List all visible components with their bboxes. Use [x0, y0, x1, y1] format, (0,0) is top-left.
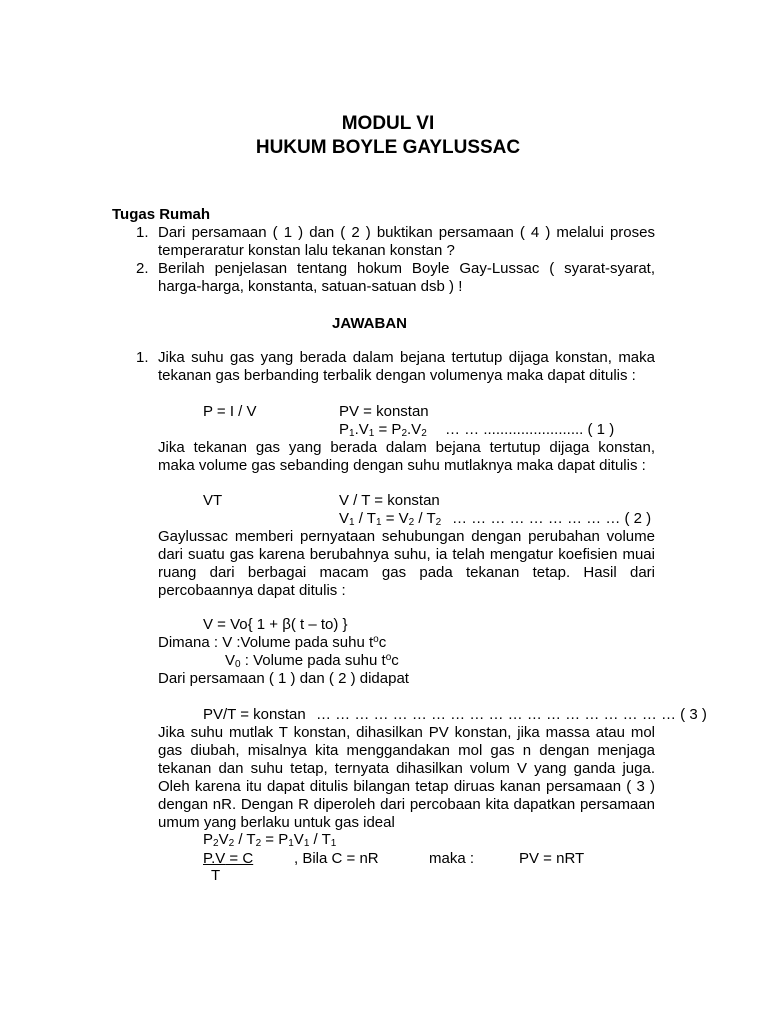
equation-p-inverse-v: P = I / V — [203, 403, 257, 420]
equation-v-over-t-constant: V / T = konstan — [339, 492, 440, 509]
equation-3-label: … … … … … … … … … … … … … … … … … … … ( 3 ) — [316, 706, 707, 723]
homework-item-number: 1. — [136, 224, 149, 241]
module-topic: HUKUM BOYLE GAYLUSSAC — [255, 137, 521, 158]
answer-text-line: tekanan gas berbanding terbalik dengan volumenya maka dapat ditulis : — [158, 367, 636, 384]
equation-pv-constant: PV = konstan — [339, 403, 429, 420]
answer-text-line: gas diubah, misalnya kita menggandakan mol gas n dengan menjaga — [158, 742, 655, 759]
answer-text-line: maka volume gas sebanding dengan suhu mutlaknya maka dapat ditulis : — [158, 457, 646, 474]
homework-item-line: temperaratur konstan lalu tekanan konstan ? — [158, 242, 455, 259]
answer-text-line: Dari persamaan ( 1 ) dan ( 2 ) didapat — [158, 670, 409, 687]
equation-bila: , Bila C = nR — [294, 850, 379, 867]
definition-v: Dimana : V :Volume pada suhu $t^oc$ — [158, 634, 387, 651]
equation-2-label: … … … … … … … … … ( 2 ) — [452, 510, 652, 527]
equation-2: $V_1 / T_1 = V_2 / T_2$ — [339, 510, 442, 528]
answer-text-line: dengan nR. Dengan R diperoleh dari percobaan kita dapatkan persamaan — [158, 796, 655, 813]
equation-maka: maka : — [429, 850, 475, 867]
definition-vo: $V_0$ : Volume pada suhu $t^oc$ — [225, 652, 399, 670]
answer-text-line: dari suatu gas karena berubahnya suhu, ia telah mengatur koefisien muai — [158, 546, 655, 563]
module-title: MODUL VI — [341, 113, 435, 134]
homework-item-line: Berilah penjelasan tentang hokum Boyle Gay-Lussac ( syarat-syarat, — [158, 260, 655, 277]
answer-text-line: tekanan dan suhu tetap, ternyata dihasilkan volum V yang ganda juga. — [158, 760, 655, 777]
answer-text-line: Gaylussac memberi pernyataan sehubungan dengan perubahan volume — [158, 528, 655, 545]
answer-text-line: umum yang berlaku untuk gas ideal — [158, 814, 395, 831]
equation-1-label: … … ........................ ( 1 ) — [445, 421, 615, 438]
answer-number: 1. — [136, 349, 149, 366]
equation-fraction-denominator: T — [211, 867, 221, 884]
equation-vt: VT — [203, 492, 223, 509]
answer-text-line: Jika suhu mutlak T konstan, dihasilkan PV konstan, jika massa atau mol — [158, 724, 655, 741]
answer-text-line: Jika tekanan gas yang berada dalam bejana tertutup dijaga konstan, — [158, 439, 655, 456]
equation-ideal-gas-fraction: P.V = C — [203, 850, 254, 867]
answer-text-line: percobaannya dapat ditulis : — [158, 582, 346, 599]
answer-text-line: Oleh karena itu dapat ditulis bilangan tetap diruas kanan persamaan ( 3 ) — [158, 778, 655, 795]
equation-3: PV/T = konstan — [203, 706, 306, 723]
equation-combined-gas: $P_2V_2 / T_2 = P_1V_1 / T_1$ — [203, 831, 337, 849]
answer-text-line: Jika suhu gas yang berada dalam bejana tertutup dijaga konstan, maka — [158, 349, 655, 366]
equation-ideal-gas-law: PV = nRT — [519, 850, 585, 867]
homework-item-number: 2. — [136, 260, 149, 277]
homework-item-line: harga-harga, konstanta, satuan-satuan dsb ) ! — [158, 278, 463, 295]
equation-gay-lussac: V = Vo{ 1 + β( t – to) } — [203, 616, 348, 633]
answer-heading: JAWABAN — [332, 315, 408, 332]
answer-text-line: ruang dari berbagai macam gas pada tekanan tetap. Hasil dari — [158, 564, 655, 581]
homework-item-line: Dari persamaan ( 1 ) dan ( 2 ) buktikan persamaan ( 4 ) melalui proses — [158, 224, 655, 241]
homework-heading: Tugas Rumah — [112, 206, 211, 223]
equation-1: $P_1.V_1 = P_2.V_2$ — [339, 421, 427, 439]
